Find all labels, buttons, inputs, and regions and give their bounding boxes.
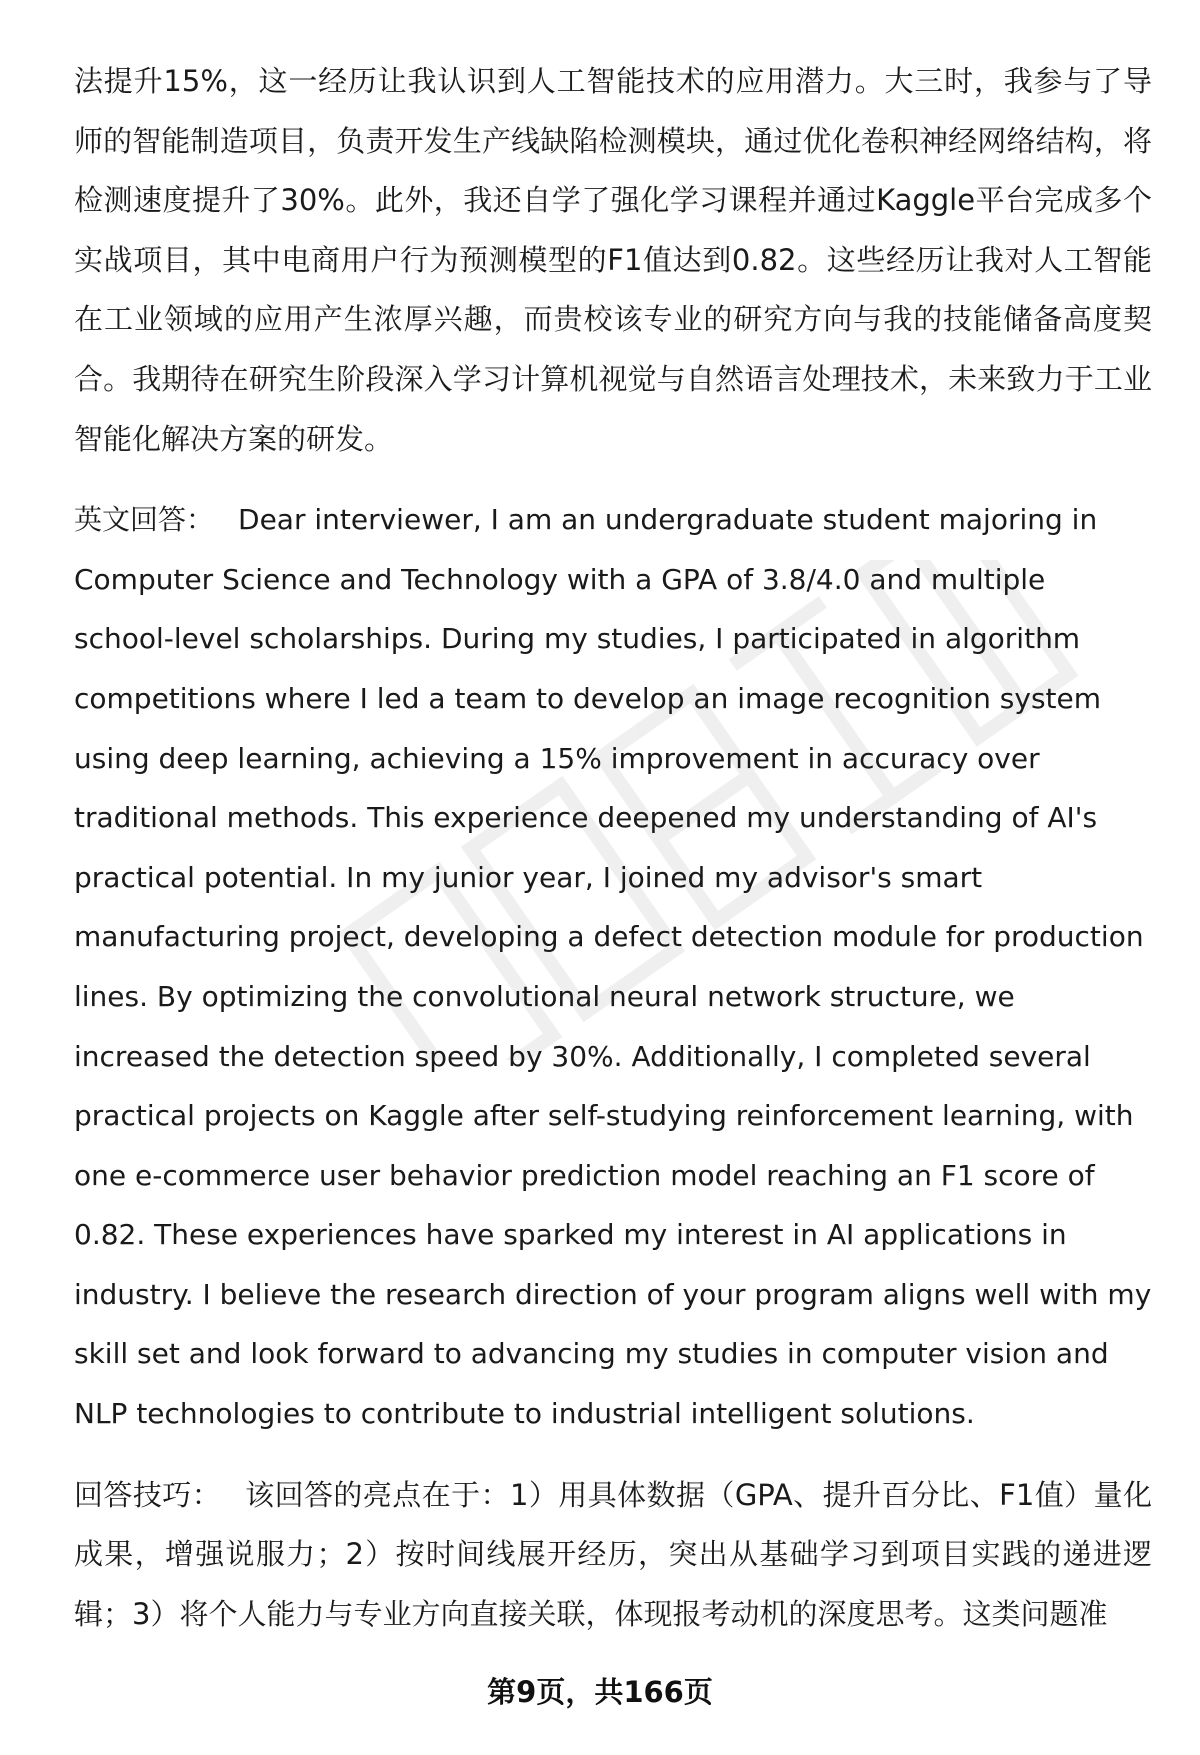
chinese-answer-text: 法提升15%，这一经历让我认识到人工智能技术的应用潜力。大三时，我参与了导师的智能制造项目，负责开发生产线缺陷检测模块，通过优化卷积神经网络结构，将检测速度提升了30%。此外，我还自学了强化学习课程并通过Kaggle平台完成多个实战项目，其中电商用户行为预测模型的F1值达到0.82。这些经历让我对人工智能在工业领域的应用产生浓厚兴趣，而贵校该专业的研究方向与我的技能储备高度契合。我期待在研究生阶段深入学习计算机视觉与自然语言处理技术，未来致力于工业智能化解决方案的研发。	[74, 64, 1152, 456]
answer-tips-text: 该回答的亮点在于：1）用具体数据（GPA、提升百分比、F1值）量化成果，增强说服力；2）按时间线展开经历，突出从基础学习到项目实践的递进逻辑；3）将个人能力与专业方向直接关联，体现报考动机的深度思考。这类问题准	[74, 1477, 1152, 1631]
page-number: 第9页，共166页	[487, 1675, 713, 1709]
english-answer-paragraph	[74, 490, 1152, 1444]
english-answer-text: Dear interviewer, I am an undergraduate student majoring in Computer Science and Technology with a GPA of 3.8/4.0 and multiple school-level scholarships. During my studies, I participated in algorithm competitions where I led a team to develop an image recognition system using deep learning, achieving a 15% improvement in accuracy over traditional methods. This experience deepened my understanding of AI's practical potential. In my junior year, I joined my advisor's smart manufacturing project, developing a defect detection module for production lines. By optimizing the convolutional neural network structure, we increased the detection speed by 30%. Additionally, I completed several practical projects on Kaggle after self-studying reinforcement learning, with one e-commerce user behavior prediction model reaching an F1 score of 0.82. These experiences have sparked my interest in AI applications in industry. I believe the research direction of your program aligns well with my skill set and look forward to advancing my studies in computer vision and NLP technologies to contribute to industrial intelligent solutions.	[74, 503, 1152, 1431]
document-body	[74, 52, 1152, 1644]
answer-tips-paragraph	[74, 1466, 1152, 1645]
english-answer-label: 英文回答：	[74, 503, 215, 537]
chinese-answer-paragraph	[74, 52, 1152, 469]
answer-tips-label: 回答技巧：	[74, 1477, 222, 1512]
